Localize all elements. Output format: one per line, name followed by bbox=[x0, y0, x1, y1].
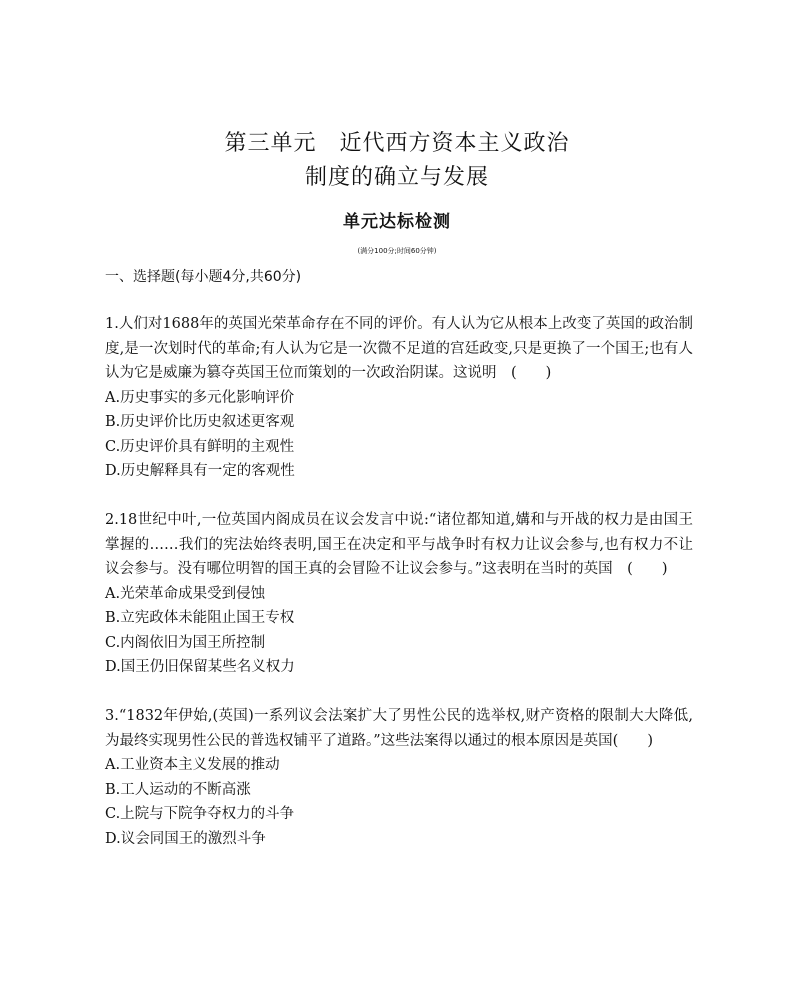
option-c: C.历史评价具有鲜明的主观性 bbox=[105, 438, 295, 455]
option-c: C.上院与下院争夺权力的斗争 bbox=[105, 806, 295, 822]
question-stem: 2.18世纪中叶,一位英国内阁成员在议会发言中说:“诸位都知道,媾和与开战的权力是由国王掌握的……我们的宪法始终表明,国王在决定和平与战争时有权力让议会参与,也有权力不让议会参与。没有哪位明智的国王真的会冒险不让议会参与。”这表明在当时的英国 ( ) bbox=[105, 512, 693, 577]
document-title-line1: 第三单元 近代西方资本主义政治 bbox=[224, 131, 570, 156]
document-title-line2: 制度的确立与发展 bbox=[304, 165, 489, 190]
score-time-note: (满分100分;时间60分钟) bbox=[357, 247, 437, 255]
question-3 bbox=[105, 704, 693, 851]
option-d: D.历史解释具有一定的客观性 bbox=[105, 463, 295, 479]
option-b: B.立宪政体未能阻止国王专权 bbox=[105, 610, 295, 626]
section-heading: 一、选择题(每小题4分,共60分) bbox=[105, 269, 302, 285]
question-stem: 1.人们对1688年的英国光荣革命存在不同的评价。有人认为它从根本上改变了英国的政治制度,是一次划时代的革命;有人认为它是一次微不足道的宫廷政变,只是更换了一个国王;也有人认为它是威廉为篡夺英国王位而策划的一次政治阴谋。这说明 ( ) bbox=[105, 316, 693, 381]
option-d: D.议会同国王的激烈斗争 bbox=[105, 830, 266, 847]
option-d: D.国王仍旧保留某些名义权力 bbox=[105, 659, 295, 675]
option-a: A.历史事实的多元化影响评价 bbox=[105, 389, 295, 406]
document-subtitle: 单元达标检测 bbox=[343, 212, 451, 232]
option-b: B.历史评价比历史叙述更客观 bbox=[105, 414, 295, 430]
option-a: A.光荣革命成果受到侵蚀 bbox=[105, 585, 266, 602]
option-a: A.工业资本主义发展的推动 bbox=[105, 757, 280, 773]
option-b: B.工人运动的不断高涨 bbox=[105, 781, 251, 798]
option-c: C.内阁依旧为国王所控制 bbox=[105, 634, 266, 651]
question-1 bbox=[105, 312, 693, 484]
question-stem: 3.“1832年伊始,(英国)一系列议会法案扩大了男性公民的选举权,财产资格的限制大大降低,为最终实现男性公民的普选权铺平了道路。”这些法案得以通过的根本原因是英国( ) bbox=[105, 708, 693, 749]
question-2 bbox=[105, 508, 693, 680]
